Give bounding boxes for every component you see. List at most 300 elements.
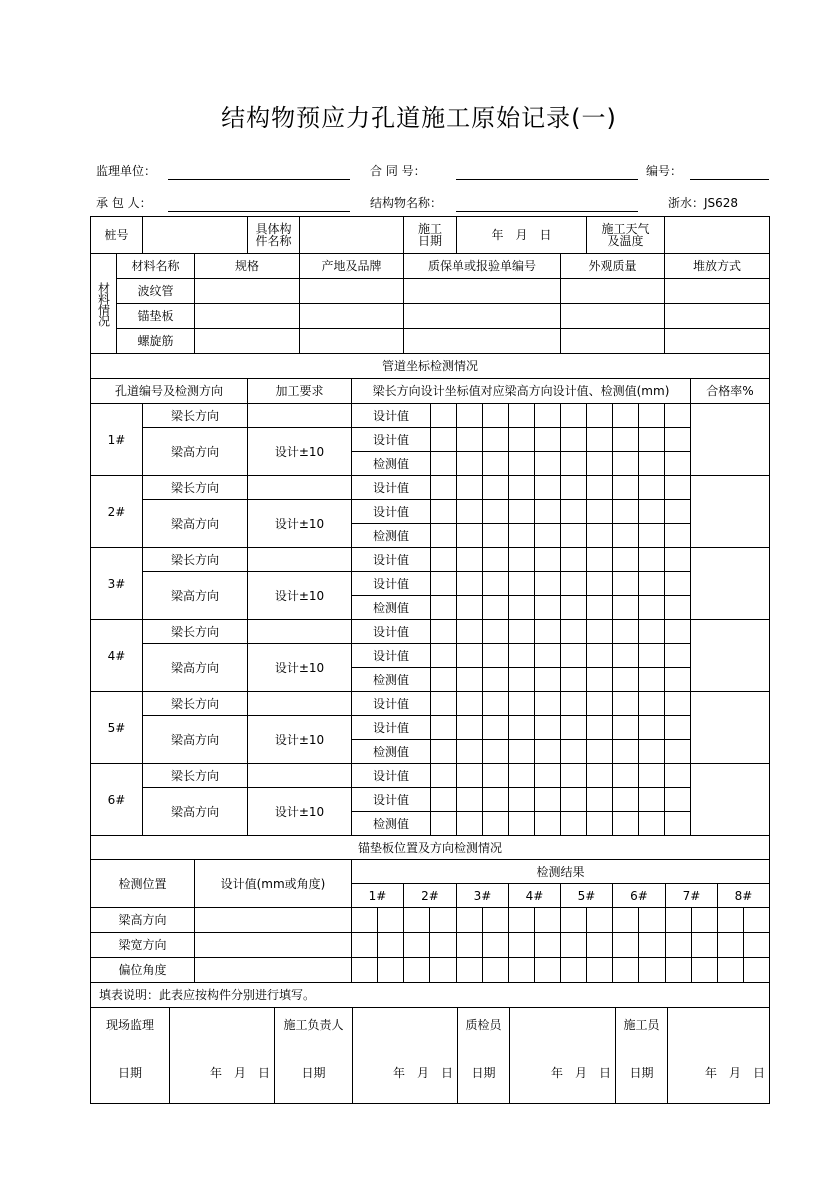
direction-high: 梁高方向 [142, 499, 248, 548]
coordinate-cell[interactable] [508, 739, 535, 764]
supervisor-field[interactable] [168, 179, 350, 180]
anchor-result-cell[interactable] [534, 957, 561, 983]
requirement-cell[interactable] [247, 403, 352, 428]
coordinate-cell[interactable] [430, 787, 457, 812]
anchor-result-cell[interactable] [717, 932, 744, 958]
coordinate-cell[interactable] [586, 523, 613, 548]
coordinate-cell[interactable] [430, 547, 457, 572]
anchor-result-cell[interactable] [508, 932, 535, 958]
coordinate-cell[interactable] [586, 451, 613, 476]
anchor-result-cell[interactable] [638, 957, 666, 983]
coordinate-cell[interactable] [612, 691, 639, 716]
anchor-result-cell[interactable] [456, 907, 483, 933]
anchor-number: 5# [560, 883, 613, 908]
anchor-result-cell[interactable] [482, 907, 509, 933]
coordinate-cell[interactable] [560, 691, 587, 716]
coordinate-cell[interactable] [612, 739, 639, 764]
coordinate-cell[interactable] [456, 427, 483, 452]
coordinate-cell[interactable] [430, 715, 457, 740]
measured-value-label: 检测值 [351, 739, 431, 764]
coordinate-cell[interactable] [430, 739, 457, 764]
coordinate-cell[interactable] [560, 787, 587, 812]
coordinate-cell[interactable] [482, 811, 509, 836]
anchor-number: 6# [612, 883, 666, 908]
coordinate-cell[interactable] [586, 811, 613, 836]
coordinate-cell[interactable] [664, 595, 691, 620]
coordinate-cell[interactable] [456, 547, 483, 572]
signature-field[interactable] [667, 1007, 770, 1104]
coordinate-cell[interactable] [508, 643, 535, 668]
coordinate-cell[interactable] [534, 547, 561, 572]
coordinate-cell[interactable] [430, 595, 457, 620]
coordinate-cell[interactable] [560, 739, 587, 764]
coordinate-cell[interactable] [456, 763, 483, 788]
coordinate-cell[interactable] [612, 619, 639, 644]
coordinate-cell[interactable] [430, 619, 457, 644]
anchor-result-cell[interactable] [351, 957, 378, 983]
coordinate-cell[interactable] [612, 787, 639, 812]
date-label: 日期 [301, 1066, 326, 1080]
coordinate-cell[interactable] [456, 643, 483, 668]
coordinate-cell[interactable] [508, 787, 535, 812]
coordinate-cell[interactable] [612, 499, 639, 524]
coordinate-cell[interactable] [534, 787, 561, 812]
material-cell[interactable] [560, 303, 665, 329]
coordinate-cell[interactable] [430, 811, 457, 836]
coordinate-cell[interactable] [612, 715, 639, 740]
coordinate-cell[interactable] [482, 715, 509, 740]
anchor-result-cell[interactable] [560, 907, 587, 933]
coordinate-cell[interactable] [456, 811, 483, 836]
coordinate-cell[interactable] [430, 691, 457, 716]
coordinate-cell[interactable] [534, 667, 561, 692]
anchor-result-cell[interactable] [638, 907, 666, 933]
coordinate-cell[interactable] [638, 739, 665, 764]
anchor-result-cell[interactable] [612, 932, 639, 958]
coordinate-cell[interactable] [638, 619, 665, 644]
coordinate-cell[interactable] [560, 595, 587, 620]
coordinate-cell[interactable] [664, 691, 691, 716]
coordinate-cell[interactable] [664, 451, 691, 476]
coordinate-cell[interactable] [508, 547, 535, 572]
structure-field[interactable] [456, 211, 638, 212]
coordinate-cell[interactable] [586, 427, 613, 452]
coordinate-cell[interactable] [638, 499, 665, 524]
coordinate-cell[interactable] [456, 451, 483, 476]
coordinate-cell[interactable] [456, 499, 483, 524]
coordinate-cell[interactable] [586, 403, 613, 428]
coordinate-cell[interactable] [534, 811, 561, 836]
coordinate-cell[interactable] [534, 523, 561, 548]
coordinate-cell[interactable] [430, 475, 457, 500]
coordinate-cell[interactable] [482, 499, 509, 524]
anchor-design-cell[interactable] [194, 907, 352, 933]
coordinate-cell[interactable] [586, 547, 613, 572]
materials-section-label: 材料情况 [90, 253, 117, 354]
coordinate-cell[interactable] [430, 451, 457, 476]
coordinate-cell[interactable] [638, 451, 665, 476]
coordinate-cell[interactable] [560, 427, 587, 452]
coordinate-cell[interactable] [586, 475, 613, 500]
signature-field[interactable] [509, 1007, 616, 1104]
coordinate-cell[interactable] [612, 571, 639, 596]
coordinate-cell[interactable] [482, 595, 509, 620]
coordinate-cell[interactable] [612, 523, 639, 548]
pass-rate-cell[interactable] [690, 691, 770, 764]
coordinate-cell[interactable] [534, 715, 561, 740]
coordinate-cell[interactable] [586, 619, 613, 644]
anchor-result-cell[interactable] [456, 957, 483, 983]
coordinate-cell[interactable] [508, 691, 535, 716]
coordinate-cell[interactable] [534, 643, 561, 668]
coordinate-cell[interactable] [560, 811, 587, 836]
coordinate-cell[interactable] [586, 643, 613, 668]
coordinate-cell[interactable] [482, 763, 509, 788]
anchor-result-cell[interactable] [717, 957, 744, 983]
coordinate-cell[interactable] [534, 763, 561, 788]
coordinate-cell[interactable] [586, 787, 613, 812]
coordinate-cell[interactable] [456, 739, 483, 764]
anchor-result-cell[interactable] [665, 907, 692, 933]
anchor-result-cell[interactable] [403, 957, 430, 983]
coordinate-cell[interactable] [612, 595, 639, 620]
coordinate-cell[interactable] [560, 715, 587, 740]
coordinate-cell[interactable] [560, 475, 587, 500]
coordinate-cell[interactable] [612, 403, 639, 428]
anchor-result-cell[interactable] [560, 932, 587, 958]
coordinate-cell[interactable] [638, 571, 665, 596]
coordinate-cell[interactable] [534, 619, 561, 644]
requirement-value: 设计±10 [247, 643, 352, 692]
signature-role: 质检员 [465, 1018, 502, 1032]
coordinate-cell[interactable] [534, 691, 561, 716]
anchor-result-cell[interactable] [508, 907, 535, 933]
coordinate-cell[interactable] [482, 451, 509, 476]
coordinate-cell[interactable] [482, 571, 509, 596]
material-cell[interactable] [194, 328, 300, 354]
coordinate-cell[interactable] [638, 691, 665, 716]
material-cell[interactable] [664, 303, 770, 329]
coordinate-cell[interactable] [612, 763, 639, 788]
anchor-result-cell[interactable] [691, 907, 718, 933]
material-cell[interactable] [403, 278, 561, 304]
coordinate-cell[interactable] [560, 643, 587, 668]
coordinate-cell[interactable] [664, 571, 691, 596]
material-cell[interactable] [299, 328, 404, 354]
signature-role: 施工员 [623, 1018, 660, 1032]
anchor-result-cell[interactable] [351, 907, 378, 933]
coordinate-cell[interactable] [560, 499, 587, 524]
coordinate-cell[interactable] [430, 667, 457, 692]
coordinate-cell[interactable] [456, 787, 483, 812]
coordinate-cell[interactable] [664, 499, 691, 524]
coordinate-cell[interactable] [664, 811, 691, 836]
coordinate-cell[interactable] [534, 403, 561, 428]
coordinate-cell[interactable] [612, 667, 639, 692]
anchor-result-cell[interactable] [534, 932, 561, 958]
material-name: 波纹管 [116, 278, 195, 304]
coordinate-cell[interactable] [482, 691, 509, 716]
anchor-result-cell[interactable] [743, 907, 770, 933]
coordinate-cell[interactable] [482, 619, 509, 644]
pass-rate-cell[interactable] [690, 403, 770, 476]
coordinate-cell[interactable] [612, 427, 639, 452]
coordinate-cell[interactable] [430, 499, 457, 524]
coordinate-cell[interactable] [586, 739, 613, 764]
coordinate-cell[interactable] [534, 739, 561, 764]
anchor-result-cell[interactable] [377, 932, 404, 958]
date-value: 年 月 日 [392, 1066, 453, 1080]
coordinate-cell[interactable] [638, 715, 665, 740]
coordinate-cell[interactable] [456, 523, 483, 548]
coordinate-cell[interactable] [430, 403, 457, 428]
anchor-result-cell[interactable] [534, 907, 561, 933]
contract-field[interactable] [456, 179, 638, 180]
coordinate-cell[interactable] [586, 595, 613, 620]
weather-value[interactable] [664, 216, 770, 254]
coordinate-cell[interactable] [560, 667, 587, 692]
material-cell[interactable] [664, 278, 770, 304]
coordinate-cell[interactable] [612, 451, 639, 476]
measured-value-label: 检测值 [351, 811, 431, 836]
coordinate-cell[interactable] [456, 475, 483, 500]
design-value-label: 设计值 [351, 787, 431, 812]
anchor-result-cell[interactable] [377, 907, 404, 933]
coordinate-cell[interactable] [456, 571, 483, 596]
pass-rate-cell[interactable] [690, 763, 770, 836]
coordinate-cell[interactable] [482, 787, 509, 812]
coordinate-cell[interactable] [430, 427, 457, 452]
material-cell[interactable] [403, 328, 561, 354]
coordinate-cell[interactable] [430, 763, 457, 788]
structure-label: 结构物名称： [370, 196, 443, 210]
anchor-result-cell[interactable] [429, 957, 457, 983]
coordinate-cell[interactable] [586, 715, 613, 740]
form-code: 浙水：JS628 [668, 196, 739, 210]
coordinate-cell[interactable] [664, 715, 691, 740]
coordinate-cell[interactable] [560, 619, 587, 644]
anchor-result-cell[interactable] [612, 907, 639, 933]
coordinate-cell[interactable] [560, 547, 587, 572]
coordinate-cell[interactable] [508, 763, 535, 788]
page-title: 结构物预应力孔道施工原始记录(一) [221, 104, 617, 132]
anchor-result-cell[interactable] [717, 907, 744, 933]
anchor-result-cell[interactable] [691, 932, 718, 958]
coordinate-cell[interactable] [586, 691, 613, 716]
coordinate-cell[interactable] [508, 667, 535, 692]
material-cell[interactable] [299, 303, 404, 329]
anchor-result-cell[interactable] [691, 957, 718, 983]
coordinate-cell[interactable] [664, 475, 691, 500]
signature-field[interactable] [352, 1007, 458, 1104]
coordinate-cell[interactable] [508, 571, 535, 596]
coordinate-cell[interactable] [638, 811, 665, 836]
material-cell[interactable] [560, 328, 665, 354]
coordinate-cell[interactable] [430, 571, 457, 596]
coordinate-cell[interactable] [534, 451, 561, 476]
anchor-result-cell[interactable] [377, 957, 404, 983]
coordinate-cell[interactable] [534, 475, 561, 500]
coordinate-cell[interactable] [560, 523, 587, 548]
coordinate-cell[interactable] [482, 403, 509, 428]
coordinate-cell[interactable] [638, 643, 665, 668]
component-label: 具体构 件名称 [247, 216, 300, 254]
coordinate-cell[interactable] [664, 427, 691, 452]
coordinate-cell[interactable] [456, 403, 483, 428]
requirement-cell[interactable] [247, 763, 352, 788]
coordinate-cell[interactable] [638, 403, 665, 428]
coordinate-cell[interactable] [612, 547, 639, 572]
material-cell[interactable] [560, 278, 665, 304]
anchor-result-cell[interactable] [508, 957, 535, 983]
coordinate-cell[interactable] [612, 643, 639, 668]
coordinate-cell[interactable] [508, 619, 535, 644]
coordinate-cell[interactable] [430, 523, 457, 548]
materials-header: 产地及品牌 [299, 253, 404, 279]
coordinate-cell[interactable] [430, 643, 457, 668]
coordinate-cell[interactable] [482, 475, 509, 500]
coordinate-cell[interactable] [664, 523, 691, 548]
coordinate-cell[interactable] [508, 523, 535, 548]
requirement-cell[interactable] [247, 691, 352, 716]
coordinate-cell[interactable] [638, 787, 665, 812]
coordinate-cell[interactable] [508, 451, 535, 476]
coordinate-cell[interactable] [456, 691, 483, 716]
coordinate-cell[interactable] [664, 787, 691, 812]
coordinate-cell[interactable] [482, 643, 509, 668]
coordinate-cell[interactable] [508, 595, 535, 620]
coordinate-cell[interactable] [664, 403, 691, 428]
number-field[interactable] [690, 179, 769, 180]
pass-rate-cell[interactable] [690, 619, 770, 692]
coordinate-cell[interactable] [638, 523, 665, 548]
pass-rate-cell[interactable] [690, 475, 770, 548]
coordinate-cell[interactable] [586, 571, 613, 596]
requirement-cell[interactable] [247, 619, 352, 644]
anchor-design-cell[interactable] [194, 932, 352, 958]
anchor-number: 2# [403, 883, 457, 908]
coordinate-cell[interactable] [508, 715, 535, 740]
coordinate-cell[interactable] [508, 427, 535, 452]
coordinate-cell[interactable] [664, 619, 691, 644]
coordinate-cell[interactable] [664, 643, 691, 668]
coordinate-cell[interactable] [482, 739, 509, 764]
coordinate-cell[interactable] [456, 595, 483, 620]
coordinate-cell[interactable] [534, 499, 561, 524]
coordinate-cell[interactable] [482, 667, 509, 692]
coordinate-cell[interactable] [482, 547, 509, 572]
anchor-result-cell[interactable] [403, 907, 430, 933]
material-cell[interactable] [194, 278, 300, 304]
coordinate-cell[interactable] [560, 763, 587, 788]
pile-value[interactable] [142, 216, 248, 254]
measured-value-label: 检测值 [351, 451, 431, 476]
coordinate-cell[interactable] [560, 451, 587, 476]
coordinate-cell[interactable] [638, 475, 665, 500]
material-cell[interactable] [403, 303, 561, 329]
coordinate-cell[interactable] [482, 523, 509, 548]
anchor-result-cell[interactable] [586, 932, 613, 958]
anchor-result-cell[interactable] [560, 957, 587, 983]
anchor-result-cell[interactable] [743, 932, 770, 958]
coordinate-cell[interactable] [638, 427, 665, 452]
coordinate-cell[interactable] [456, 619, 483, 644]
coordinate-cell[interactable] [534, 571, 561, 596]
anchor-result-cell[interactable] [403, 932, 430, 958]
anchor-result-cell[interactable] [586, 957, 613, 983]
anchor-result-cell[interactable] [456, 932, 483, 958]
requirement-cell[interactable] [247, 547, 352, 572]
coordinate-cell[interactable] [508, 475, 535, 500]
coordinate-cell[interactable] [664, 763, 691, 788]
anchor-result-cell[interactable] [665, 932, 692, 958]
anchor-result-cell[interactable] [612, 957, 639, 983]
coordinate-cell[interactable] [508, 499, 535, 524]
coordinate-cell[interactable] [664, 739, 691, 764]
pipe-header: 孔道编号及检测方向 [90, 378, 248, 404]
anchor-result-cell[interactable] [482, 932, 509, 958]
coordinate-cell[interactable] [638, 667, 665, 692]
coordinate-cell[interactable] [586, 763, 613, 788]
date-label: 施工 日期 [403, 216, 457, 254]
contract-label: 合 同 号： [370, 164, 426, 178]
material-cell[interactable] [664, 328, 770, 354]
anchor-result-cell[interactable] [586, 907, 613, 933]
anchor-design-cell[interactable] [194, 957, 352, 983]
coordinate-cell[interactable] [560, 571, 587, 596]
design-value-label: 设计值 [351, 571, 431, 596]
contractor-label: 承 包 人： [96, 196, 152, 210]
coordinate-cell[interactable] [586, 499, 613, 524]
signature-field[interactable] [169, 1007, 275, 1104]
anchor-result-cell[interactable] [665, 957, 692, 983]
coordinate-cell[interactable] [664, 547, 691, 572]
date-value: 年 月 日 [704, 1066, 765, 1080]
coordinate-cell[interactable] [586, 667, 613, 692]
coordinate-cell[interactable] [508, 811, 535, 836]
requirement-cell[interactable] [247, 475, 352, 500]
coordinate-cell[interactable] [638, 595, 665, 620]
pass-rate-cell[interactable] [690, 547, 770, 620]
contractor-field[interactable] [168, 211, 350, 212]
coordinate-cell[interactable] [456, 667, 483, 692]
coordinate-cell[interactable] [508, 403, 535, 428]
component-value[interactable] [299, 216, 404, 254]
coordinate-cell[interactable] [482, 427, 509, 452]
direction-long: 梁长方向 [142, 547, 248, 572]
coordinate-cell[interactable] [612, 475, 639, 500]
material-cell[interactable] [299, 278, 404, 304]
coordinate-cell[interactable] [456, 715, 483, 740]
anchor-result-cell[interactable] [429, 932, 457, 958]
coordinate-cell[interactable] [638, 547, 665, 572]
material-name: 螺旋筋 [116, 328, 195, 354]
anchor-result-cell[interactable] [351, 932, 378, 958]
anchor-result-cell[interactable] [429, 907, 457, 933]
anchor-result-cell[interactable] [638, 932, 666, 958]
coordinate-cell[interactable] [612, 811, 639, 836]
anchor-result-cell[interactable] [482, 957, 509, 983]
coordinate-cell[interactable] [664, 667, 691, 692]
coordinate-cell[interactable] [534, 595, 561, 620]
anchor-result-cell[interactable] [743, 957, 770, 983]
coordinate-cell[interactable] [560, 403, 587, 428]
coordinate-cell[interactable] [534, 427, 561, 452]
material-cell[interactable] [194, 303, 300, 329]
design-value-label: 设计值 [351, 691, 431, 716]
coordinate-cell[interactable] [638, 763, 665, 788]
weather-label: 施工天气 及温度 [586, 216, 665, 254]
